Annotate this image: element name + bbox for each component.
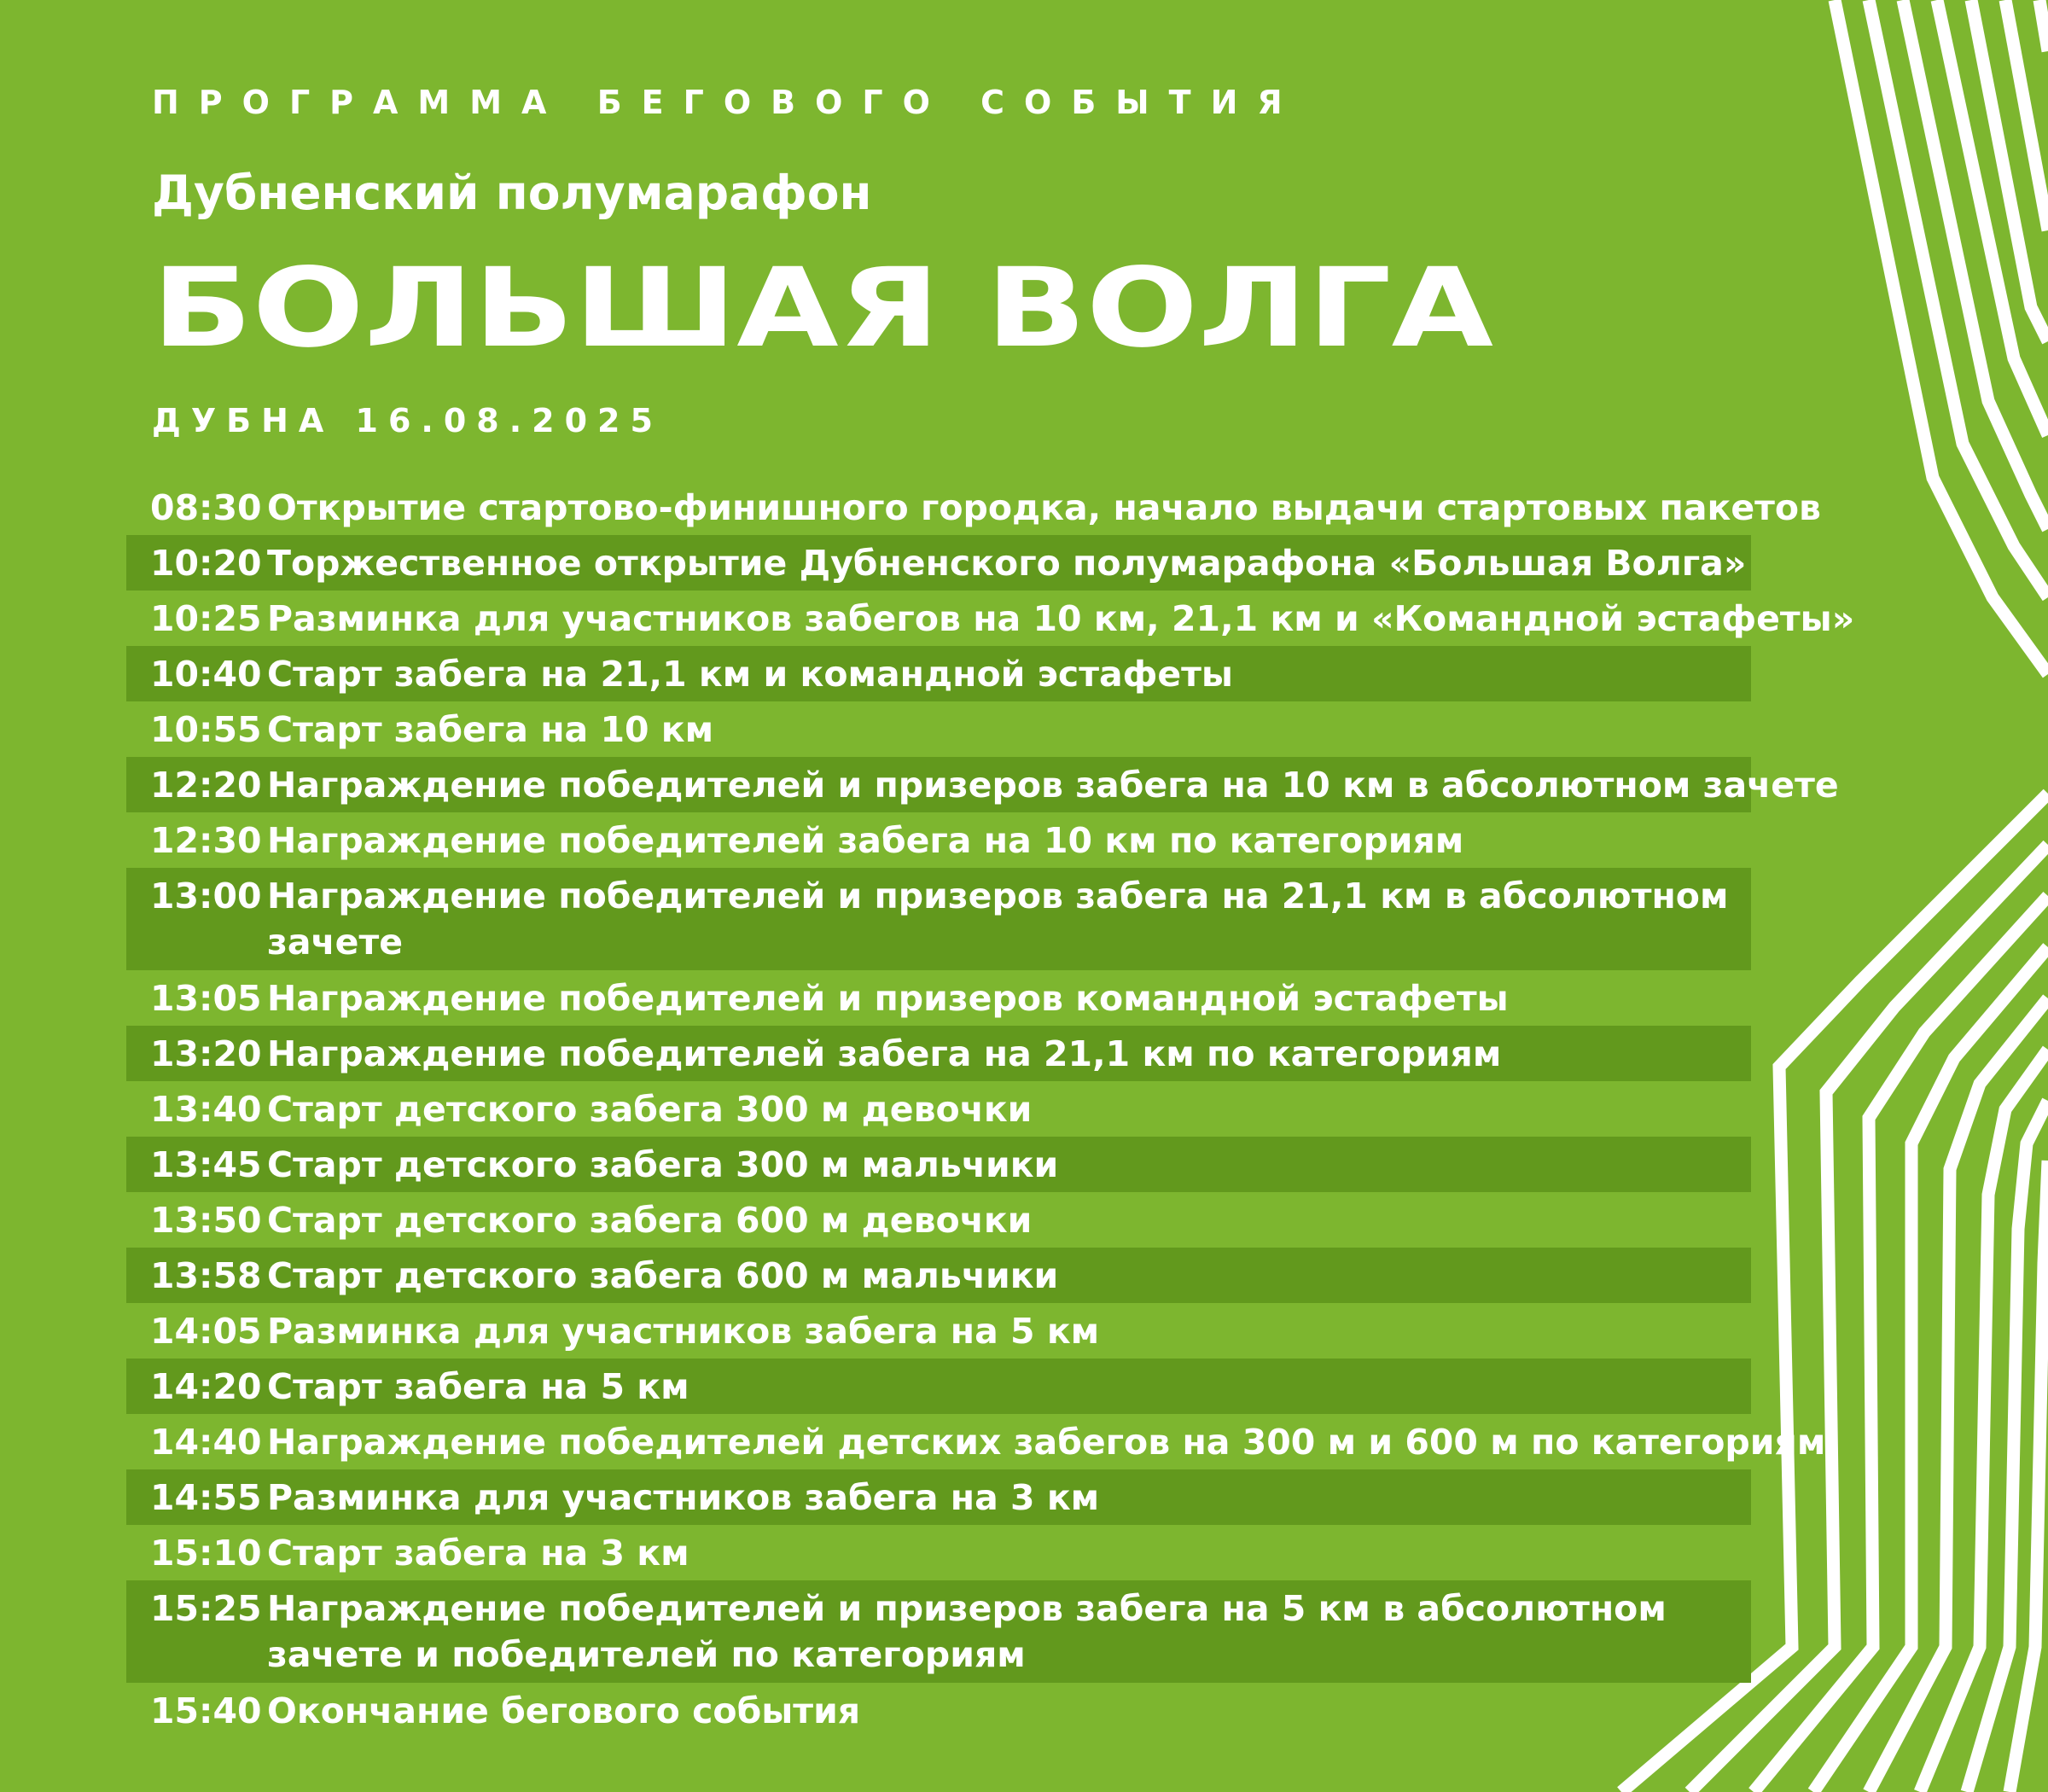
schedule-time: 08:30 xyxy=(150,487,262,528)
schedule-text: Награждение победителей забега на 10 км по категориям xyxy=(267,820,1464,861)
schedule-text: Награждение победителей детских забегов на 300 м и 600 м по категориям xyxy=(267,1422,1826,1463)
schedule-text: Окончание бегового события xyxy=(267,1690,861,1731)
schedule-row xyxy=(126,535,1751,591)
schedule-text: Старт детского забега 600 м мальчики xyxy=(267,1255,1059,1296)
schedule-text: Разминка для участников забега на 5 км xyxy=(267,1311,1100,1352)
schedule-text: Открытие стартово-финишного городка, начало выдачи стартовых пакетов xyxy=(267,487,1821,528)
schedule-row xyxy=(126,1469,1751,1525)
schedule-text: Награждение победителей забега на 21,1 км по категориям xyxy=(267,1033,1502,1074)
schedule-text: Старт детского забега 300 м девочки xyxy=(267,1089,1033,1130)
schedule-time: 10:40 xyxy=(150,654,262,695)
schedule-time: 14:40 xyxy=(150,1422,262,1463)
schedule-row xyxy=(126,757,1839,812)
schedule-text: Награждение победителей и призеров забега на 5 км в абсолютном зачете и победителей по категориям xyxy=(267,1588,1667,1675)
schedule-time: 14:20 xyxy=(150,1366,262,1407)
schedule-time: 13:45 xyxy=(150,1144,262,1185)
schedule-text: Награждение победителей и призеров забега на 10 км в абсолютном зачете xyxy=(267,765,1839,806)
schedule-time: 10:55 xyxy=(150,709,262,750)
schedule-text: Награждение победителей и призеров командной эстафеты xyxy=(267,978,1509,1019)
schedule-text: Старт забега на 3 км xyxy=(267,1533,689,1574)
schedule-row xyxy=(126,480,1821,535)
schedule-text: Старт забега на 21,1 км и командной эстафеты xyxy=(267,654,1233,695)
schedule-row xyxy=(126,1026,1751,1081)
schedule-time: 13:50 xyxy=(150,1200,262,1241)
schedule-row xyxy=(126,868,1751,970)
schedule-row xyxy=(126,812,1751,868)
schedule-row xyxy=(126,1580,1751,1683)
schedule-row xyxy=(126,1137,1751,1192)
schedule-row xyxy=(126,1192,1751,1248)
schedule-time: 15:40 xyxy=(150,1690,262,1731)
event-title xyxy=(152,256,1500,358)
schedule-row xyxy=(126,1683,1751,1738)
schedule-text: Старт детского забега 300 м мальчики xyxy=(267,1144,1059,1185)
schedule-time: 13:20 xyxy=(150,1033,262,1074)
schedule-text: Старт забега на 10 км xyxy=(267,709,714,750)
event-title-text: БОЛЬШАЯ ВОЛГА xyxy=(152,256,1494,358)
program-subtitle: ПРОГРАММА БЕГОВОГО СОБЫТИЯ xyxy=(152,84,1302,121)
schedule-time: 14:55 xyxy=(150,1477,262,1518)
schedule-row xyxy=(126,1303,1751,1359)
schedule-time: 13:58 xyxy=(150,1255,262,1296)
schedule-table xyxy=(126,480,1855,1738)
schedule-time: 10:25 xyxy=(150,598,262,639)
schedule-time: 15:25 xyxy=(150,1588,262,1629)
schedule-row xyxy=(126,646,1751,701)
schedule-row xyxy=(126,1359,1751,1414)
schedule-time: 14:05 xyxy=(150,1311,262,1352)
schedule-text: Торжественное открытие Дубненского полумарафона «Большая Волга» xyxy=(267,543,1747,584)
schedule-row xyxy=(126,1525,1751,1580)
schedule-text: Разминка для участников забегов на 10 км, 21,1 км и «Командной эстафеты» xyxy=(267,598,1855,639)
event-name: Дубненский полумарафон xyxy=(152,166,872,220)
schedule-time: 13:40 xyxy=(150,1089,262,1130)
schedule-time: 13:05 xyxy=(150,978,262,1019)
schedule-row xyxy=(126,1081,1751,1137)
schedule-time: 15:10 xyxy=(150,1533,262,1574)
schedule-row xyxy=(126,701,1751,757)
schedule-text: Старт детского забега 600 м девочки xyxy=(267,1200,1033,1241)
schedule-text: Старт забега на 5 км xyxy=(267,1366,689,1407)
schedule-text: Награждение победителей и призеров забега на 21,1 км в абсолютном зачете xyxy=(267,876,1729,963)
schedule-row xyxy=(126,970,1751,1026)
place-date: ДУБНА 16.08.2025 xyxy=(152,402,663,439)
schedule-row xyxy=(126,1248,1751,1303)
schedule-time: 12:30 xyxy=(150,820,262,861)
schedule-row xyxy=(126,1414,1826,1469)
schedule-time: 10:20 xyxy=(150,543,262,584)
schedule-row xyxy=(126,591,1855,646)
schedule-time: 12:20 xyxy=(150,765,262,806)
schedule-text: Разминка для участников забега на 3 км xyxy=(267,1477,1100,1518)
schedule-time: 13:00 xyxy=(150,876,262,916)
